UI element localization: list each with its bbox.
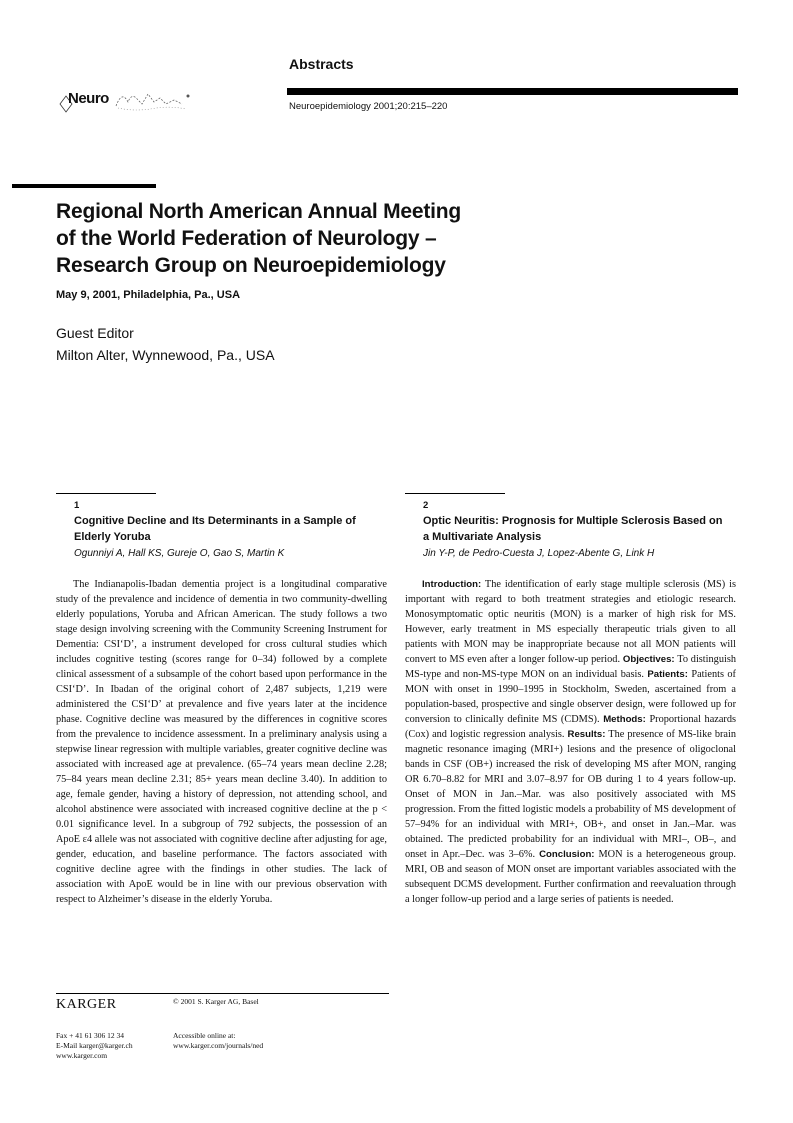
publisher-contact	[56, 1031, 133, 1061]
meeting-title	[56, 198, 616, 279]
section-text-methods: Proportional hazards (Cox) and logistic regression analysis.	[405, 714, 736, 740]
abstract-1-title: Cognitive Decline and Its Determinants in a Sample of Elderly Yoruba	[74, 515, 356, 543]
publisher-email[interactable]: E-Mail karger@karger.ch	[56, 1041, 133, 1050]
guest-editor-label: Guest Editor	[56, 325, 134, 341]
footer-rule	[56, 993, 389, 994]
section-label: Abstracts	[289, 56, 354, 72]
abstract-1-body: The Indianapolis-Ibadan dementia project is a longitudinal comparative study of the prevalence and incidence of dementia in two community-dwelling elderly populations, Yoruba and African American. The study follows a two stage design involving screening with the Community Screening Instrument for Dementia: CSI‘D’, a instrument developed for cross cultural studies which includes cognitive testing (scores range for 0–34) followed by a complete clinical assessment of a subsample of the cohort based upon performance in the CSI‘D’. In Ibadan of the original cohort of 2,487 subjects, 1,219 were administered the CSI‘D’ at prevalence and five years later at the incidence phase. Cognitive decline was measured by the differences in cognitive scores from the prevalence to incidence assessment. In a preliminary analysis using a stepwise linear regression with multiple variables, greater cognitive decline was associated with increased age at prevalence. (65–74 years mean decline 2.28; 75–84 years mean decline 2.31; 85+ years mean decline 3.40). In addition to age, female gender, having a history of depression, not attending school, and alcohol abstinence were associated with increased cognitive decline at the p < 0.01 significance level. In a subgroup of 792 subjects, the possession of an ApoE ε4 allele was not associated with cognitive decline after adjusting for age, gender, education, and baseline performance. The factors associated with cognitive decline agree with the findings in other studies. The lack of association with ApoE would be in line with our previous observation with respect to Alzheimer’s disease in the elderly Yoruba.	[56, 579, 387, 905]
copyright-notice: © 2001 S. Karger AG, Basel	[173, 997, 259, 1006]
abstract-2-authors: Jin Y-P, de Pedro-Cuesta J, Lopez-Abente G, Link H	[423, 548, 655, 559]
abstract-1-rule	[56, 493, 156, 494]
guest-editor-name: Milton Alter, Wynnewood, Pa., USA	[56, 347, 275, 363]
section-text-conclusion: MON is a heterogeneous group. MRI, OB and season of MON onset are important variables associated with the subsequent DCMS development. Further confirmation and reevaluation through a longer follow-up period and a large series of patients is needed.	[405, 849, 737, 905]
section-text-patients: Patients of MON with onset in 1990–1995 in Stockholm, Sweden, ascertained from a population-based, prospective and single observer design, were followed up for conversion to clinically definite MS (CDMS).	[405, 669, 736, 725]
journal-logo	[56, 82, 196, 118]
section-heading-introduction: Introduction:	[422, 579, 482, 590]
title-line: Research Group on Neuroepidemiology	[56, 254, 446, 277]
section-heading-patients: Patients:	[647, 669, 688, 680]
abstract-2-body	[405, 577, 736, 907]
online-access-label: Accessible online at:	[173, 1031, 236, 1040]
journal-citation: Neuroepidemiology 2001;20:215–220	[289, 101, 448, 112]
section-text-objectives: To distinguish MS-type and non-MS-type MON on an individual basis.	[405, 654, 736, 680]
section-text-introduction: The identification of early stage multiple sclerosis (MS) is important with regard to both treatment strategies and etiologic research. Monosymptomatic optic neuritis (MON) is a marker of high risk for MS. However, early treatment in MS especially therapeutic trials given to all patients with MON may be inappropriate because not all MON patients will convert to MS even after a longer follow-up period.	[405, 579, 736, 665]
publisher-logo-text: KARGER	[56, 997, 117, 1012]
title-line: of the World Federation of Neurology –	[56, 227, 437, 250]
section-heading-conclusion: Conclusion:	[539, 849, 595, 860]
header-rule	[287, 88, 738, 95]
title-rule	[12, 184, 156, 188]
abstract-2-number: 2	[423, 500, 429, 511]
abstract-2-rule	[405, 493, 505, 494]
abstract-1-authors: Ogunniyi A, Hall KS, Gureje O, Gao S, Martin K	[74, 548, 285, 559]
section-text-results: The presence of MS-like brain magnetic resonance imaging (MRI+) lesions and the presence of oligoclonal bands in CSF (OB+) increased the risk of developing MS after MON, ranging OR 6.70–8.82 for MRI and 3.07–8.97 for OB during 1 to 4 years follow-up. Onset of MON in Jan.–Mar. was also positively associated with MS progression. From the fitted logistic models a probability of MS development of 57–94% for an individual with MRI+, OB+, and onset in Jan.–Mar. was obtained. The predicted probability for an individual with MRI–, OB–, and onset in Apr.–Dec. was 3–6%.	[405, 729, 736, 860]
publisher-website-link[interactable]: www.karger.com	[56, 1051, 108, 1060]
logo-text: Neuro	[68, 90, 109, 107]
online-access	[173, 1031, 263, 1051]
online-access-link[interactable]: www.karger.com/journals/ned	[173, 1041, 264, 1050]
abstract-2-title: Optic Neuritis: Prognosis for Multiple Sclerosis Based on a Multivariate Analysis	[423, 515, 723, 543]
section-heading-methods: Methods:	[603, 714, 646, 725]
section-heading-objectives: Objectives:	[622, 654, 675, 665]
meeting-date-location: May 9, 2001, Philadelphia, Pa., USA	[56, 289, 241, 301]
abstract-1-number: 1	[74, 500, 80, 511]
publisher-fax: Fax + 41 61 306 12 34	[56, 1031, 124, 1040]
section-heading-results: Results:	[567, 729, 606, 740]
title-line: Regional North American Annual Meeting	[56, 200, 462, 223]
